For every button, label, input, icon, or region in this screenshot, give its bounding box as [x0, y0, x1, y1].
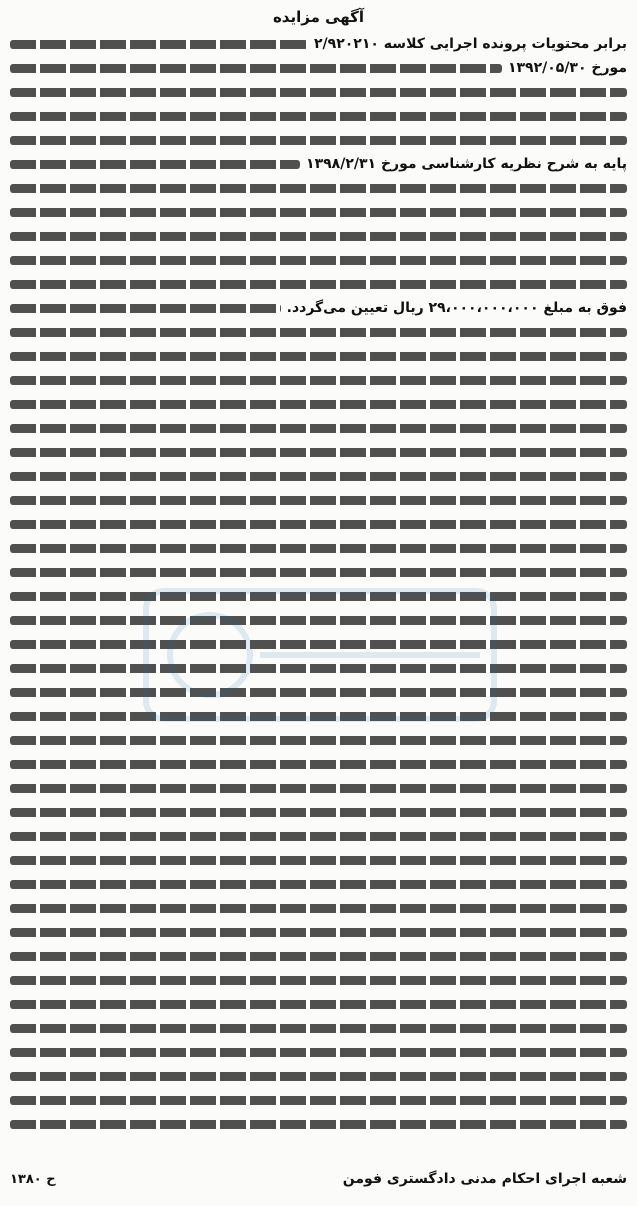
notice-line	[10, 416, 627, 440]
illegible-text-placeholder	[10, 1000, 627, 1009]
notice-line-text: مورخ ۱۳۹۲/۰۵/۳۰	[507, 60, 627, 76]
notice-line	[10, 680, 627, 704]
notice-line	[10, 584, 627, 608]
illegible-text-placeholder	[10, 736, 627, 745]
illegible-text-placeholder	[10, 424, 627, 433]
notice-line	[10, 392, 627, 416]
notice-line	[10, 896, 627, 920]
notice-line	[10, 128, 627, 152]
illegible-text-placeholder	[10, 40, 308, 49]
illegible-text-placeholder	[10, 592, 627, 601]
notice-line	[10, 1088, 627, 1112]
notice-line	[10, 440, 627, 464]
notice-line	[10, 152, 627, 176]
illegible-text-placeholder	[10, 448, 627, 457]
illegible-text-placeholder	[10, 904, 627, 913]
notice-line	[10, 920, 627, 944]
illegible-text-placeholder	[10, 688, 627, 697]
illegible-text-placeholder	[10, 112, 627, 121]
illegible-text-placeholder	[10, 496, 627, 505]
illegible-text-placeholder	[10, 520, 627, 529]
notice-line	[10, 752, 627, 776]
illegible-text-placeholder	[10, 304, 281, 313]
notice-line	[10, 800, 627, 824]
illegible-text-placeholder	[10, 1096, 627, 1105]
notice-line	[10, 344, 627, 368]
notice-line	[10, 872, 627, 896]
notice-line	[10, 1040, 627, 1064]
notice-line	[10, 248, 627, 272]
illegible-text-placeholder	[10, 616, 627, 625]
illegible-text-placeholder	[10, 328, 627, 337]
illegible-text-placeholder	[10, 256, 627, 265]
notice-line-text: پایه به شرح نظریه کارشناسی مورخ ۱۳۹۸/۲/۳۱	[306, 156, 627, 172]
illegible-text-placeholder	[10, 1120, 627, 1129]
illegible-text-placeholder	[10, 232, 627, 241]
notice-line	[10, 1112, 627, 1136]
illegible-text-placeholder	[10, 712, 627, 721]
illegible-text-placeholder	[10, 976, 627, 985]
notice-line	[10, 848, 627, 872]
notice-line	[10, 488, 627, 512]
illegible-text-placeholder	[10, 784, 627, 793]
notice-line	[10, 944, 627, 968]
notice-line	[10, 992, 627, 1016]
illegible-text-placeholder	[10, 1072, 627, 1081]
illegible-text-placeholder	[10, 400, 627, 409]
illegible-text-placeholder	[10, 472, 627, 481]
illegible-text-placeholder	[10, 184, 627, 193]
notice-line	[10, 464, 627, 488]
illegible-text-placeholder	[10, 352, 627, 361]
illegible-text-placeholder	[10, 640, 627, 649]
notice-line	[10, 776, 627, 800]
notice-line	[10, 536, 627, 560]
notice-title: آگهی مزایده	[272, 8, 365, 26]
notice-line-text: برابر محتویات پرونده اجرایی کلاسه ۲/۹۲۰۲۱۰	[314, 36, 627, 52]
illegible-text-placeholder	[10, 1024, 627, 1033]
notice-line	[10, 632, 627, 656]
notice-line	[10, 1016, 627, 1040]
notice-line	[10, 104, 627, 128]
illegible-text-placeholder	[10, 208, 627, 217]
notice-code: ح ۱۳۸۰	[10, 1171, 56, 1187]
illegible-text-placeholder	[10, 880, 627, 889]
notice-body	[10, 32, 627, 1136]
notice-line	[10, 1064, 627, 1088]
notice-line	[10, 224, 627, 248]
illegible-text-placeholder	[10, 952, 627, 961]
illegible-text-placeholder	[10, 544, 627, 553]
notice-footer	[10, 1168, 627, 1190]
notice-line	[10, 824, 627, 848]
notice-line	[10, 704, 627, 728]
notice-line	[10, 512, 627, 536]
illegible-text-placeholder	[10, 1048, 627, 1057]
illegible-text-placeholder	[10, 136, 627, 145]
notice-line	[10, 200, 627, 224]
notice-line	[10, 320, 627, 344]
illegible-text-placeholder	[10, 376, 627, 385]
illegible-text-placeholder	[10, 160, 300, 169]
notice-line	[10, 272, 627, 296]
illegible-text-placeholder	[10, 808, 627, 817]
notice-line	[10, 56, 627, 80]
notice-line	[10, 80, 627, 104]
illegible-text-placeholder	[10, 568, 627, 577]
illegible-text-placeholder	[10, 760, 627, 769]
illegible-text-placeholder	[10, 856, 627, 865]
notice-line	[10, 560, 627, 584]
notice-line	[10, 968, 627, 992]
illegible-text-placeholder	[10, 88, 627, 97]
notice-line	[10, 296, 627, 320]
notice-line	[10, 728, 627, 752]
notice-line	[10, 368, 627, 392]
illegible-text-placeholder	[10, 832, 627, 841]
notice-line	[10, 32, 627, 56]
issuer-signature: شعبه اجرای احکام مدنی دادگستری فومن	[342, 1171, 627, 1187]
notice-line	[10, 656, 627, 680]
illegible-text-placeholder	[10, 928, 627, 937]
illegible-text-placeholder	[10, 280, 627, 289]
notice-line	[10, 608, 627, 632]
notice-line	[10, 176, 627, 200]
illegible-text-placeholder	[10, 664, 627, 673]
notice-line-text: فوق به مبلغ ۲۹،۰۰۰،۰۰۰،۰۰۰ ریال تعیین می‌گردد.	[286, 300, 627, 316]
illegible-text-placeholder	[10, 64, 502, 73]
